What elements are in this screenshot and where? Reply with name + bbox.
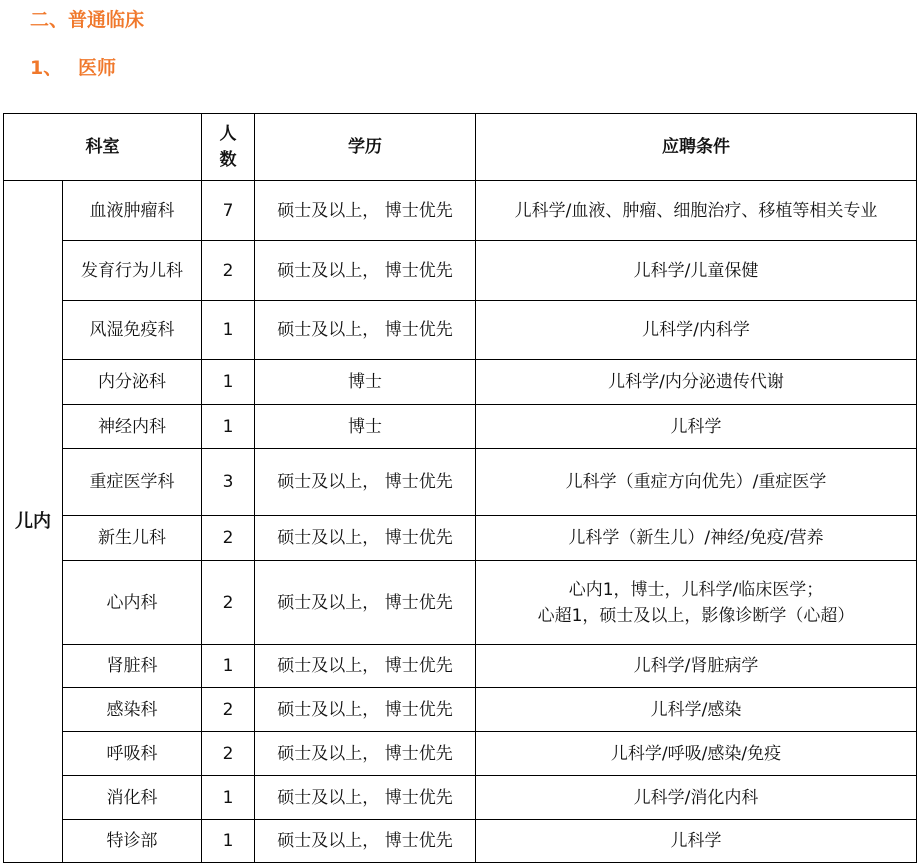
header-count	[202, 114, 255, 181]
requirements-cell	[476, 449, 917, 516]
education-cell: 硕士及以上， 博士优先	[255, 688, 476, 732]
requirements-cell	[476, 241, 917, 301]
department-cell: 重症医学科	[63, 449, 202, 516]
table-row	[4, 449, 917, 516]
table-row	[4, 561, 917, 645]
count-cell: 7	[202, 181, 255, 241]
requirements-cell	[476, 732, 917, 776]
table-row	[4, 181, 917, 241]
requirements-cell	[476, 561, 917, 645]
table-row	[4, 360, 917, 405]
count-cell: 2	[202, 241, 255, 301]
count-cell: 2	[202, 516, 255, 561]
sub-heading	[30, 56, 116, 80]
department-cell: 血液肿瘤科	[63, 181, 202, 241]
requirements-line: 心超1，硕士及以上，影像诊断学（心超）	[537, 605, 855, 626]
department-cell: 心内科	[63, 561, 202, 645]
requirements-line: 儿科学	[670, 831, 722, 851]
department-cell: 呼吸科	[63, 732, 202, 776]
department-cell: 消化科	[63, 776, 202, 820]
department-cell: 新生儿科	[63, 516, 202, 561]
count-cell: 2	[202, 688, 255, 732]
education-cell: 硕士及以上， 博士优先	[255, 820, 476, 863]
education-cell: 硕士及以上， 博士优先	[255, 241, 476, 301]
group-label-cell: 儿内	[4, 181, 63, 863]
department-cell: 特诊部	[63, 820, 202, 863]
department-cell: 内分泌科	[63, 360, 202, 405]
requirements-line: 儿科学/呼吸/感染/免疫	[610, 743, 782, 764]
table-row	[4, 516, 917, 561]
count-cell: 1	[202, 820, 255, 863]
sub-heading-number: 1、	[30, 57, 63, 79]
education-cell: 硕士及以上， 博士优先	[255, 561, 476, 645]
requirements-line: 儿科学	[670, 416, 722, 437]
requirements-line: 心内1，博士，儿科学/临床医学；	[568, 579, 824, 600]
requirements-cell	[476, 301, 917, 360]
requirements-line: 儿科学/消化内科	[633, 787, 759, 808]
department-cell: 感染科	[63, 688, 202, 732]
department-cell: 风湿免疫科	[63, 301, 202, 360]
count-cell: 2	[202, 561, 255, 645]
header-department: 科室	[4, 114, 202, 181]
education-cell: 博士	[255, 405, 476, 449]
education-cell: 硕士及以上， 博士优先	[255, 181, 476, 241]
table-row	[4, 301, 917, 360]
requirements-line: 儿科学/感染	[650, 699, 742, 720]
requirements-cell	[476, 776, 917, 820]
requirements-line: 儿科学（新生儿）/神经/免疫/营养	[568, 528, 824, 548]
education-cell: 硕士及以上， 博士优先	[255, 516, 476, 561]
education-cell: 硕士及以上， 博士优先	[255, 732, 476, 776]
table-row	[4, 645, 917, 688]
education-cell: 硕士及以上， 博士优先	[255, 449, 476, 516]
header-education: 学历	[255, 114, 476, 181]
count-cell: 1	[202, 360, 255, 405]
education-cell: 硕士及以上， 博士优先	[255, 301, 476, 360]
table-row	[4, 732, 917, 776]
count-cell: 1	[202, 405, 255, 449]
education-cell: 硕士及以上， 博士优先	[255, 776, 476, 820]
table-row	[4, 820, 917, 863]
count-cell: 1	[202, 776, 255, 820]
requirements-cell	[476, 516, 917, 561]
requirements-cell	[476, 405, 917, 449]
table-body	[4, 181, 917, 863]
count-cell: 1	[202, 301, 255, 360]
table-row	[4, 241, 917, 301]
table-row	[4, 405, 917, 449]
requirements-line: 儿科学/内科学	[642, 320, 750, 340]
header-requirements: 应聘条件	[476, 114, 917, 181]
requirements-line: 儿科学（重症方向优先）/重症医学	[565, 472, 827, 492]
education-cell: 博士	[255, 360, 476, 405]
department-cell: 发育行为儿科	[63, 241, 202, 301]
requirements-line: 儿科学/血液、肿瘤、细胞治疗、移植等相关专业	[514, 200, 878, 221]
requirements-cell	[476, 688, 917, 732]
sub-heading-title: 医师	[78, 57, 117, 79]
table-header-row	[4, 114, 917, 181]
count-cell: 1	[202, 645, 255, 688]
requirements-cell	[476, 820, 917, 863]
requirements-cell	[476, 645, 917, 688]
requirements-line: 儿科学/儿童保健	[633, 260, 759, 281]
requirements-cell	[476, 181, 917, 241]
requirements-line: 儿科学/内分泌遗传代谢	[608, 372, 784, 392]
header-count-line2: 数	[219, 150, 237, 170]
table-row	[4, 688, 917, 732]
header-count-line1: 人	[219, 124, 237, 144]
count-cell: 2	[202, 732, 255, 776]
table-row	[4, 776, 917, 820]
department-cell: 神经内科	[63, 405, 202, 449]
positions-table	[3, 113, 917, 863]
requirements-line: 儿科学/肾脏病学	[633, 656, 759, 676]
requirements-cell	[476, 360, 917, 405]
education-cell: 硕士及以上， 博士优先	[255, 645, 476, 688]
section-heading: 二、普通临床	[30, 9, 145, 31]
department-cell: 肾脏科	[63, 645, 202, 688]
count-cell: 3	[202, 449, 255, 516]
